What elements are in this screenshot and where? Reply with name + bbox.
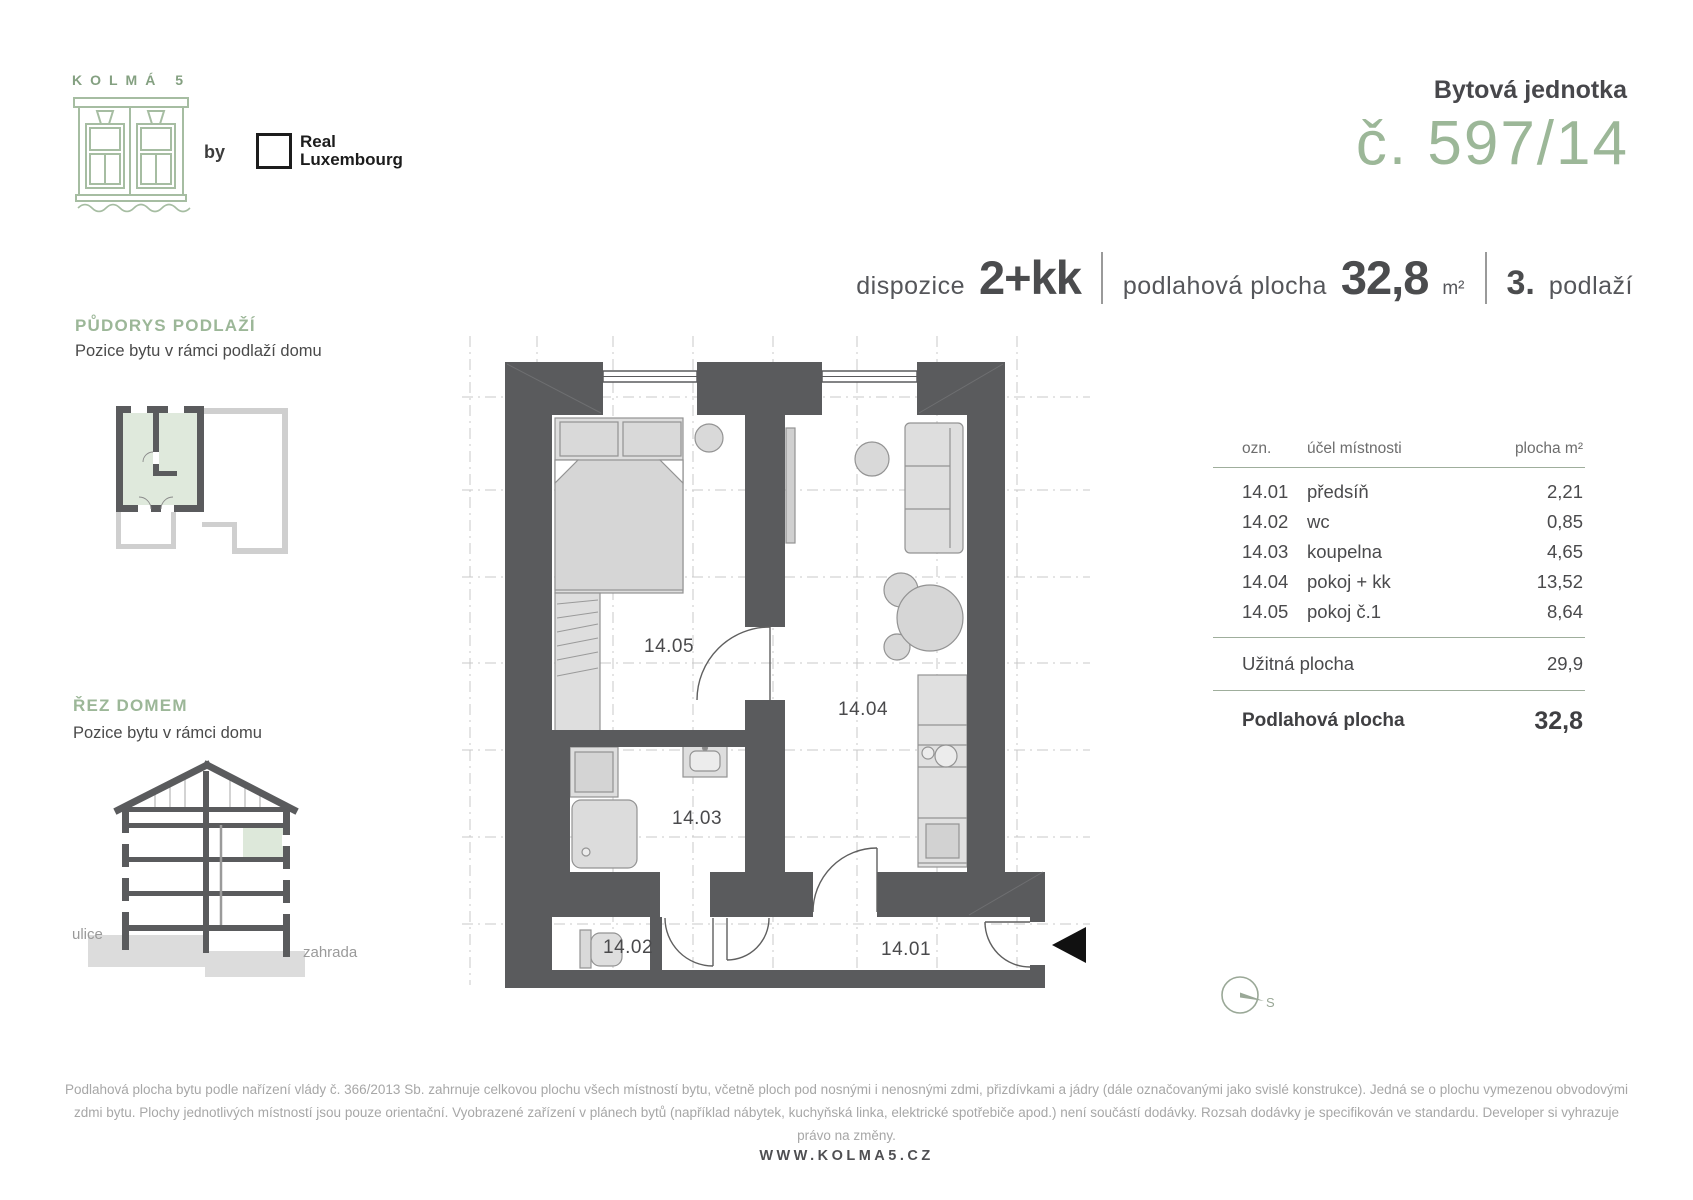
row-area: 2,21 [1546,481,1583,502]
row-name: pokoj + kk [1307,571,1391,592]
room-label-14-03: 14.03 [672,808,723,829]
kolma-logo-text: KOLMÁ 5 [72,72,191,88]
floorplan-section-title: PŮDORYS PODLAŽÍ [75,316,256,335]
section-section-subtitle: Pozice bytu v rámci domu [73,724,262,742]
website-url: WWW.KOLMA5.CZ [759,1148,934,1164]
table-row [1213,537,1585,567]
table-row [1213,507,1585,537]
row-name: předsíň [1307,481,1369,502]
row-ozn: 14.02 [1242,511,1289,532]
disclaimer-text: Podlahová plocha bytu podle nařízení vlády č. 366/2013 Sb. zahrnuje celkovou plochu všech místností bytu, včetně ploch pod nosnými i nenosnými zdmi, přizdívkami a jádry (dále označovanými jako svislé konstrukce). Jedná se o plochu vymezenou obvodovými zdmi bytu. Plochy jednotlivých místností jsou pouze orientační. Vyobrazené zařízení v plánech bytů (například nábytek, kuchyňská linka, elektrické spotřebiče apod.) není součástí dodávky. Rozsah dodávky je specifikován ve standardu. Developer si vyhrazuje právo na změny. [64,1082,1629,1144]
table-row [1213,477,1585,507]
main-floorplan [455,330,1100,990]
spec-divider [1101,252,1103,304]
room-table-header [1213,440,1585,467]
real-luxembourg-square-icon [256,133,292,169]
room-label-14-01: 14.01 [881,939,932,960]
row-ozn: 14.01 [1242,481,1289,502]
floorplan-section-subtitle: Pozice bytu v rámci podlaží domu [75,342,322,360]
row-area: 4,65 [1546,541,1583,562]
plocha-label: podlahová plocha [1122,272,1327,300]
real-luxembourg-line2: Luxembourg [300,150,403,170]
plocha-unit: m² [1442,278,1465,299]
dispozice-value: 2+kk [979,251,1081,304]
floor-label: podlaží [1548,272,1633,300]
unit-number: č. 597/14 [1355,109,1629,178]
spec-divider-2 [1485,252,1487,304]
table-row [1213,597,1585,627]
table-row [1213,567,1585,597]
header-ucel: účel místnosti [1307,440,1402,457]
compass-north-label: S [1266,995,1275,1010]
dispozice-label: dispozice [856,272,965,300]
floor-value: 3. [1506,264,1535,302]
header-plocha: plocha m² [1514,440,1583,457]
usable-area-label: Užitná plocha [1242,653,1355,674]
row-name: koupelna [1307,541,1383,562]
row-area: 0,85 [1546,511,1583,532]
real-luxembourg-line1: Real [300,132,336,151]
total-area-value: 32,8 [1534,706,1583,735]
room-label-14-04: 14.04 [838,699,889,720]
row-ozn: 14.03 [1242,541,1289,562]
row-area: 8,64 [1546,601,1583,622]
usable-area-value: 29,9 [1546,653,1583,674]
real-luxembourg-logo [256,133,403,170]
mini-floorplan [98,392,298,567]
street-label: ulice [72,926,103,943]
total-area-label: Podlahová plocha [1242,710,1405,731]
room-label-14-05: 14.05 [644,636,695,657]
entrance-arrow-icon [1052,927,1086,963]
plocha-value: 32,8 [1340,251,1429,304]
row-area: 13,52 [1536,571,1583,592]
row-ozn: 14.04 [1242,571,1289,592]
room-table [1213,440,1585,751]
room-label-14-02: 14.02 [603,937,654,958]
kolma-logo-icon [68,94,194,216]
by-label: by [204,142,226,162]
total-area-row [1213,691,1585,751]
row-name: wc [1307,511,1330,532]
row-ozn: 14.05 [1242,601,1289,622]
spec-bar [856,250,1633,305]
garden-label: zahrada [303,944,358,961]
usable-area-row [1213,638,1585,690]
header-ozn: ozn. [1242,440,1272,457]
row-name: pokoj č.1 [1307,601,1382,622]
section-section-title: ŘEZ DOMEM [73,696,188,715]
unit-type-label: Bytová jednotka [1433,76,1627,104]
